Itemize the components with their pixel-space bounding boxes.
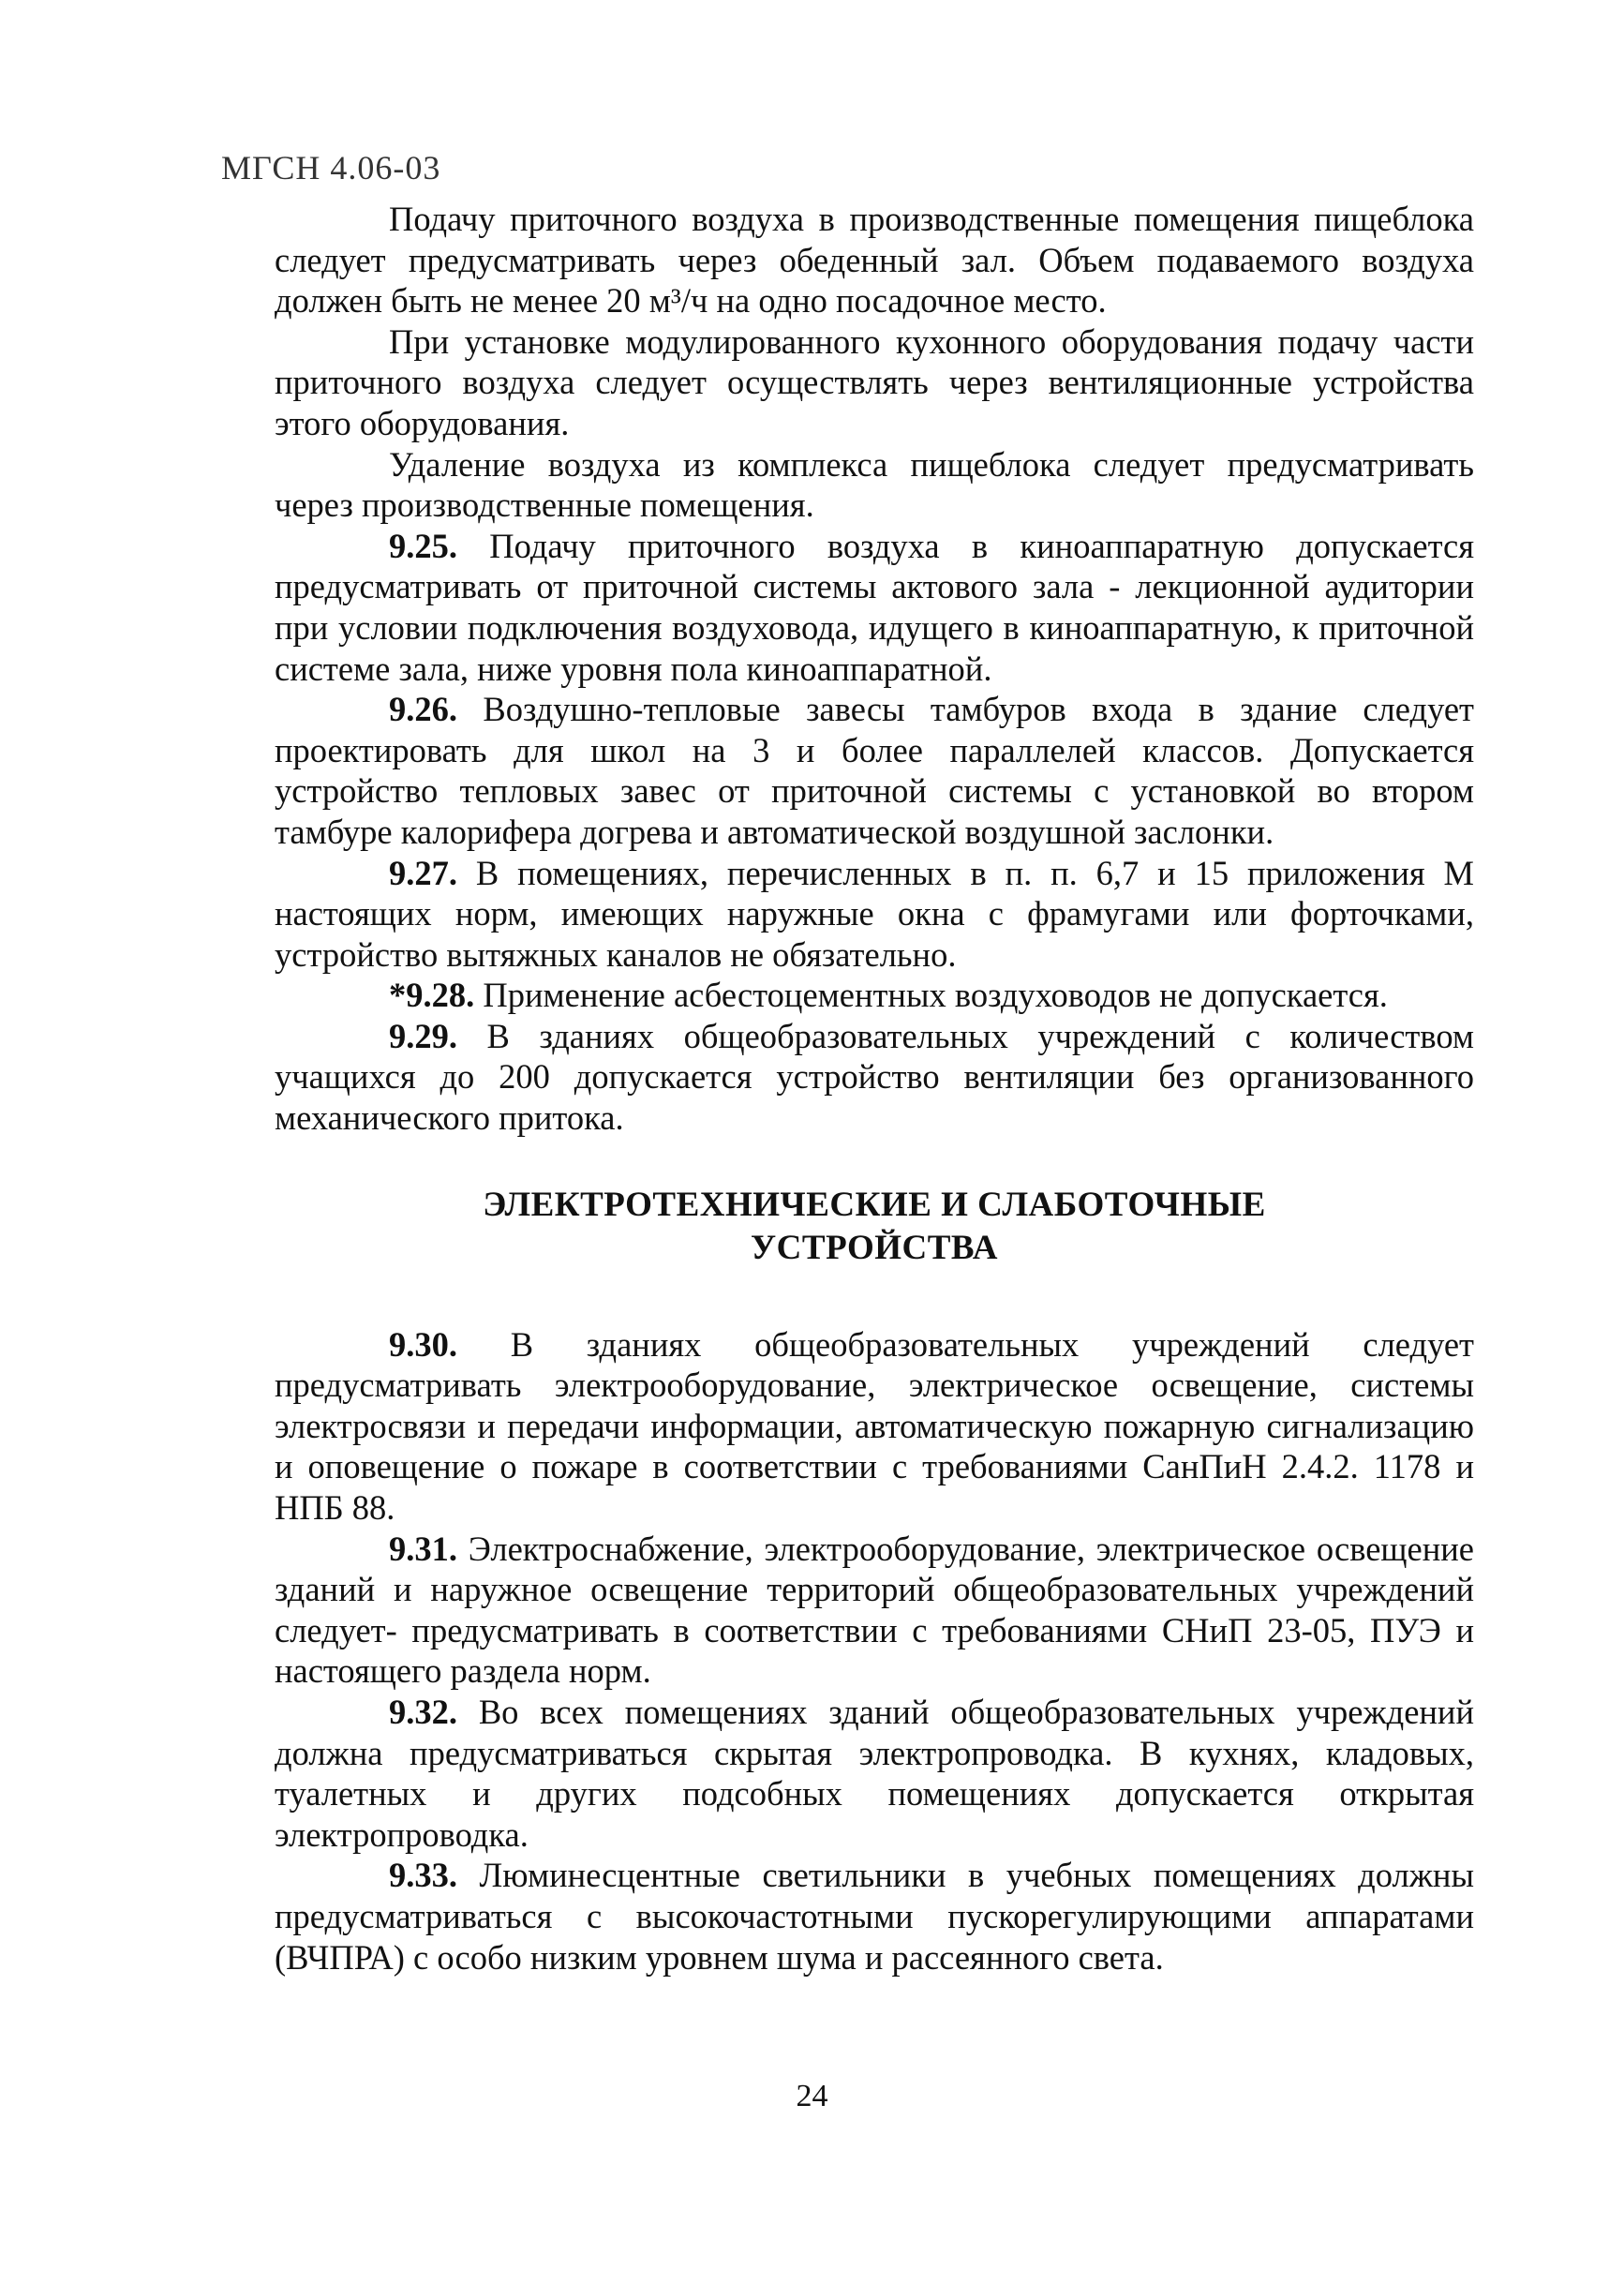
clause-number: 9.25.: [389, 526, 457, 565]
clause-9-28: *9.28. Применение асбестоцементных воздуховодов не допускается.: [389, 976, 1388, 1015]
section-title-line-2: УСТРОЙСТВА: [751, 1228, 998, 1267]
clause-9-27: 9.27. В помещениях, перечисленных в п. п. 6,7 и 15 приложения М настоящих норм, имеющих наружные окна с фрамугами или форточками, устройство вытяжных каналов не обязательно.: [275, 853, 1474, 974]
clause-number: 9.30.: [389, 1324, 457, 1364]
paragraph: Удаление воздуха из комплекса пищеблока следует предусматривать через производственные помещения.: [275, 444, 1474, 525]
section-title: [275, 1184, 1474, 1270]
clause-number: 9.26.: [389, 690, 457, 729]
clause-number: 9.31.: [389, 1529, 457, 1568]
page-number: 24: [796, 2079, 828, 2113]
clause-9-30: 9.30. В зданиях общеобразовательных учреждений следует предусматривать электрооборудование, электрическое освещение, системы электросвязи и передачи информации, автоматическую пожарную сигнализацию и оповещение о пожаре в соответствии с требованиями СанПиН 2.4.2. 1178 и НПБ 88.: [275, 1324, 1474, 1528]
clause-number: 9.33.: [389, 1856, 457, 1895]
clause-number: 9.27.: [389, 853, 457, 892]
clause-9-32: 9.32. Во всех помещениях зданий общеобразовательных учреждений должна предусматриваться скрытая электропроводка. В кухнях, кладовых, туалетных и других подсобных помещениях допускается открытая электропроводка.: [275, 1693, 1474, 1854]
clause-9-31: 9.31. Электроснабжение, электрооборудование, электрическое освещение зданий и наружное освещение территорий общеобразовательных учреждений следует- предусматривать в соответствии с требованиями СНиП 23-05, ПУЭ и настоящего раздела норм.: [275, 1529, 1474, 1691]
clause-number: *9.28.: [389, 976, 475, 1015]
clause-number: 9.29.: [389, 1016, 457, 1055]
clause-9-26: 9.26. Воздушно-тепловые завесы тамбуров входа в здание следует проектировать для школ на 3 и более параллелей классов. Допускается устройство тепловых завес от приточной системы с установкой во втором тамбуре калорифера догрева и автоматической воздушной заслонки.: [275, 690, 1474, 851]
clause-9-29: 9.29. В зданиях общеобразовательных учреждений с количеством учащихся до 200 допускается устройство вентиляции без организованного механического притока.: [275, 1016, 1474, 1138]
clause-number: 9.32.: [389, 1693, 457, 1731]
clause-9-33: 9.33. Люминесцентные светильники в учебных помещениях должны предусматриваться с высокочастотными пускорегулирующими аппаратами (ВЧПРА) с особо низким уровнем шума и рассеянного света.: [275, 1856, 1474, 1977]
document-body: [275, 199, 1474, 1978]
document-code: МГСН 4.06-03: [221, 149, 441, 187]
paragraph: Подачу приточного воздуха в производственные помещения пищеблока следует предусматривать через обеденный зал. Объем подаваемого воздуха должен быть не менее 20 м³/ч на одно посадочное место.: [275, 200, 1474, 321]
section-title-line-1: ЭЛЕКТРОТЕХНИЧЕСКИЕ И СЛАБОТОЧНЫЕ: [483, 1185, 1266, 1224]
paragraph: При установке модулированного кухонного оборудования подачу части приточного воздуха следует осуществлять через вентиляционные устройства этого оборудования.: [275, 321, 1474, 442]
clause-9-25: 9.25. Подачу приточного воздуха в киноаппаратную допускается предусматривать от приточной системы актового зала - лекционной аудитории при условии подключения воздуховода, идущего в киноаппаратную, к приточной системе зала, ниже уровня пола киноаппаратной.: [275, 526, 1474, 688]
